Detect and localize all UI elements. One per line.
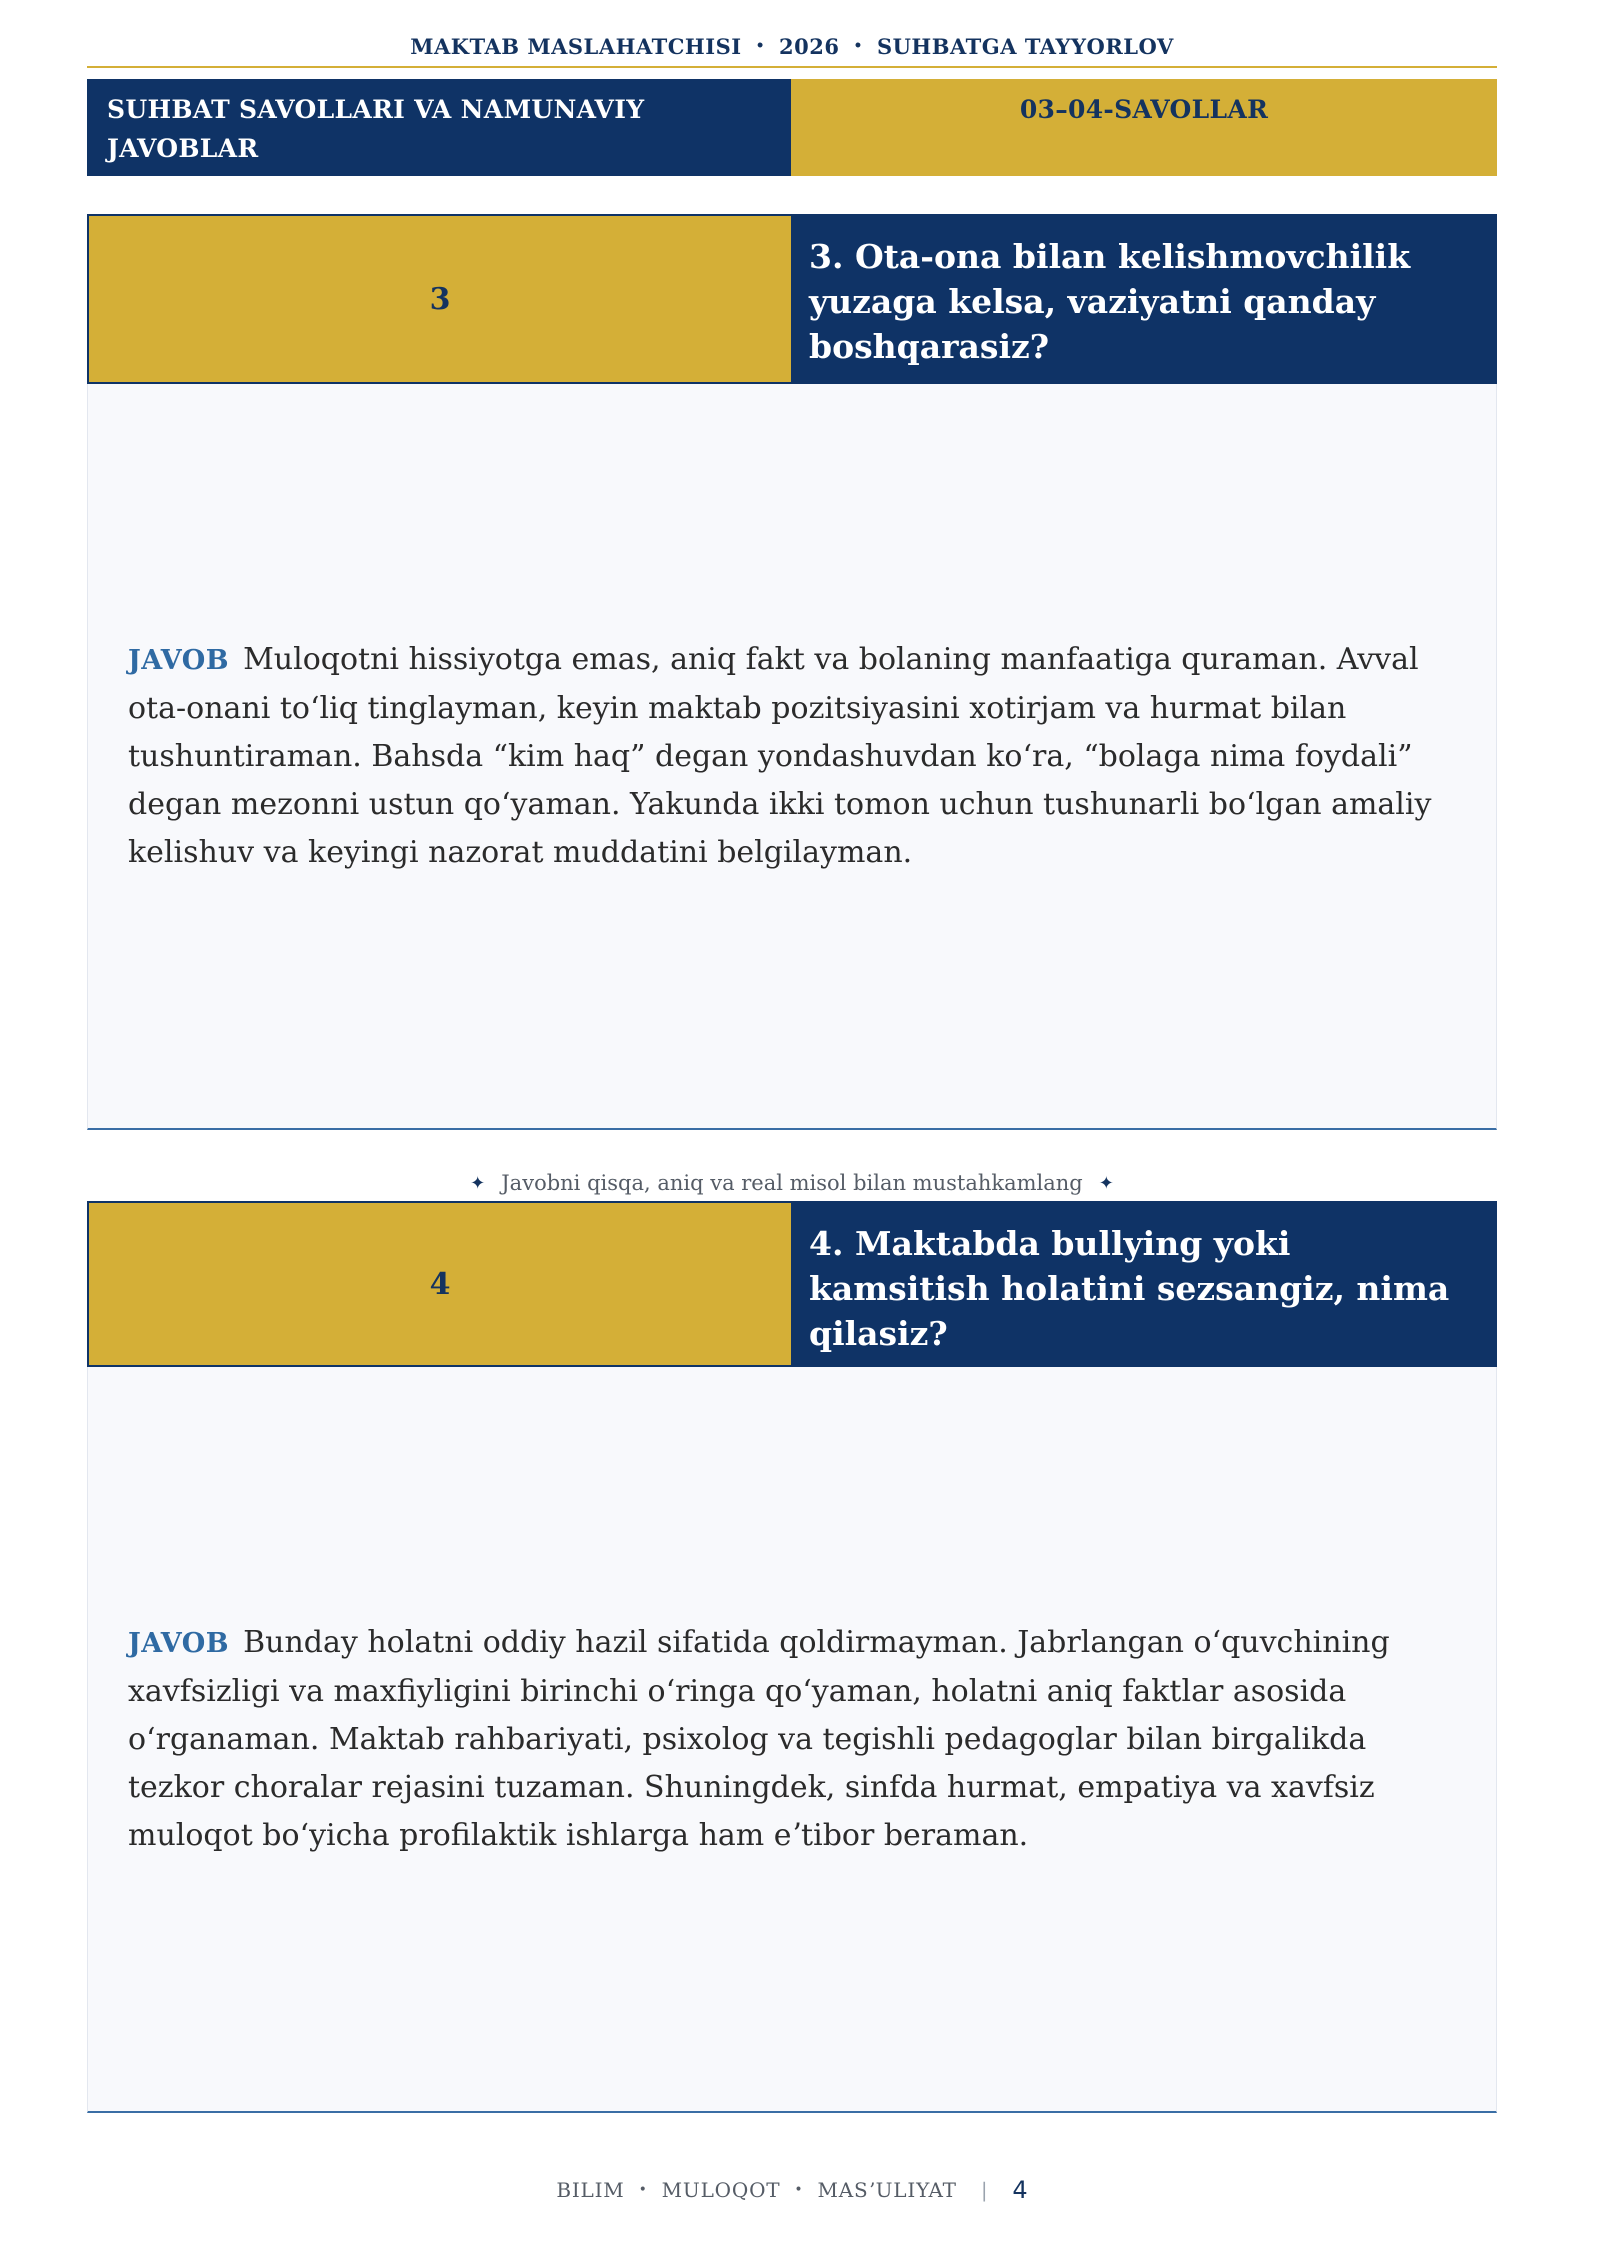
running-head — [87, 26, 1497, 66]
question-number: 4 — [87, 1201, 791, 1367]
section-title: SUHBAT SAVOLLARI VA NAMUNAVIY JAVOBLAR — [87, 79, 791, 176]
answer-label: JAVOB — [128, 644, 230, 676]
question-title: 3. Ota-ona bilan kelishmovchilik yuzaga kelsa, vaziyatni qanday boshqarasiz? — [791, 214, 1497, 384]
section-bar — [87, 79, 1497, 176]
answer-text — [88, 1619, 1496, 1860]
question-title: 4. Maktabda bullying yoki kamsitish holatini sezsangiz, nima qilasiz? — [791, 1201, 1497, 1367]
page-footer — [87, 2170, 1497, 2210]
running-head-year: 2026 — [779, 33, 840, 59]
tip-text: Javobni qisqa, aniq va real misol bilan mustahkamlang — [501, 1171, 1083, 1195]
tip-line — [87, 1165, 1497, 1201]
footer-divider: | — [980, 2178, 989, 2202]
section-range: 03–04-SAVOLLAR — [791, 79, 1497, 176]
header-rule — [87, 66, 1497, 68]
footer-word: BILIM — [556, 2178, 625, 2202]
answer-text — [88, 636, 1496, 877]
footer-word: MASʼULIYAT — [817, 2178, 957, 2202]
footer-word: MULOQOT — [661, 2178, 781, 2202]
answer-label: JAVOB — [128, 1627, 230, 1659]
answer-card — [87, 1367, 1497, 2113]
running-head-separator: • — [853, 38, 863, 54]
question-header — [87, 214, 1497, 384]
answer-body: Bunday holatni oddiy hazil sifatida qoldirmayman. Jabrlangan oʻquvchining xavfsizligi va maxfiyligini birinchi oʻringa qoʻyaman, holatni aniq faktlar asosida oʻrganaman. Maktab rahbariyati, psixolog va tegishli pedagoglar bilan birgalikda tezkor choralar rejasini tuzaman. Shuningdek, sinfda hurmat, empatiya va xavfsiz muloqot boʻyicha profilaktik ishlarga ham eʼtibor beraman. — [128, 1624, 1390, 1853]
footer-separator: • — [794, 2182, 804, 2198]
star-icon: ✦ — [470, 1172, 486, 1194]
footer-separator: • — [638, 2182, 648, 2198]
star-icon: ✦ — [1098, 1172, 1114, 1194]
page-number: 4 — [1012, 2176, 1028, 2204]
answer-card — [87, 384, 1497, 1130]
running-head-title: MAKTAB MASLAHATCHISI — [410, 33, 742, 59]
running-head-separator: • — [755, 38, 766, 54]
question-number: 3 — [87, 214, 791, 384]
question-header — [87, 1201, 1497, 1367]
answer-body: Muloqotni hissiyotga emas, aniq fakt va bolaning manfaatiga quraman. Avval ota-onani toʻliq tinglayman, keyin maktab pozitsiyasini xotirjam va hurmat bilan tushuntiraman. Bahsda “kim haq” degan yondashuvdan koʻra, “bolaga nima foydali” degan mezonni ustun qoʻyaman. Yakunda ikki tomon uchun tushunarli boʻlgan amaliy kelishuv va keyingi nazorat muddatini belgilayman. — [128, 641, 1432, 870]
running-head-subtitle: SUHBATGA TAYYORLOV — [876, 33, 1174, 59]
